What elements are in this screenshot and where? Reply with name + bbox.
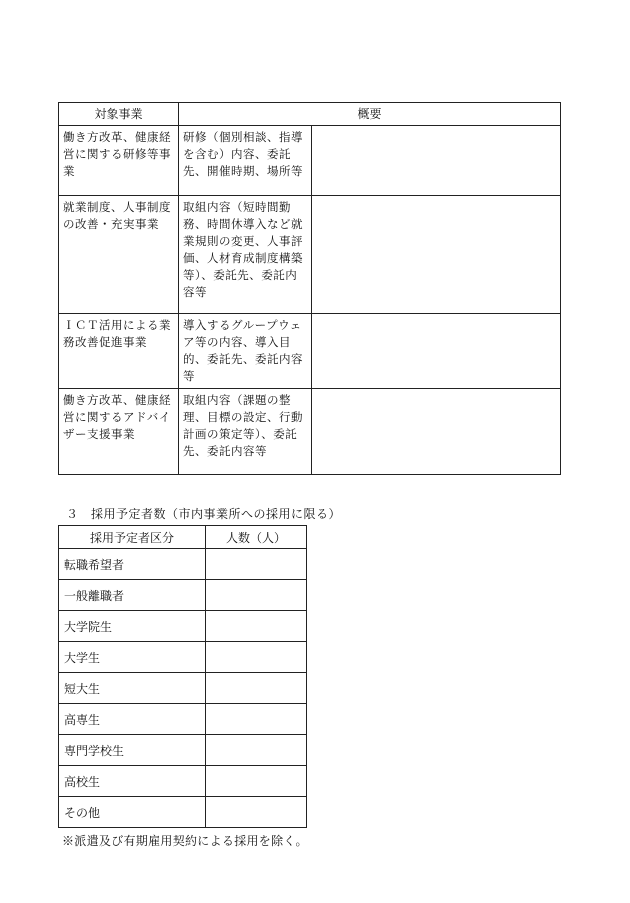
summary-input-cell[interactable] bbox=[312, 389, 561, 475]
category-cell: 転職希望者 bbox=[59, 549, 206, 580]
table-row bbox=[59, 735, 307, 766]
summary-cell: 取組内容（短時間勤務、時間休導入など就業規則の変更、人事評価、人材育成制度構築等）、委託先、委託内容等 bbox=[179, 196, 312, 314]
business-summary-table bbox=[58, 102, 561, 475]
summary-input-cell[interactable] bbox=[312, 314, 561, 389]
table-row bbox=[59, 673, 307, 704]
summary-input-cell[interactable] bbox=[312, 196, 561, 314]
count-input-cell[interactable] bbox=[206, 549, 307, 580]
target-business-cell: 働き方改革、健康経営に関するアドバイザー支援事業 bbox=[59, 389, 179, 475]
table-row bbox=[59, 196, 561, 314]
table-row bbox=[59, 642, 307, 673]
table-row bbox=[59, 580, 307, 611]
category-cell: その他 bbox=[59, 797, 206, 828]
category-cell: 大学院生 bbox=[59, 611, 206, 642]
summary-cell: 取組内容（課題の整理、目標の設定、行動計画の策定等）、委託先、委託内容等 bbox=[179, 389, 312, 475]
target-business-cell: 働き方改革、健康経営に関する研修等事業 bbox=[59, 126, 179, 196]
table-row bbox=[59, 389, 561, 475]
count-input-cell[interactable] bbox=[206, 611, 307, 642]
table-row bbox=[59, 549, 307, 580]
count-input-cell[interactable] bbox=[206, 766, 307, 797]
count-input-cell[interactable] bbox=[206, 580, 307, 611]
table-row bbox=[59, 704, 307, 735]
category-cell: 高校生 bbox=[59, 766, 206, 797]
count-input-cell[interactable] bbox=[206, 797, 307, 828]
header-head-count: 人数（人） bbox=[206, 526, 307, 549]
category-cell: 高専生 bbox=[59, 704, 206, 735]
table-row bbox=[59, 126, 561, 196]
count-input-cell[interactable] bbox=[206, 735, 307, 766]
table-row bbox=[59, 797, 307, 828]
summary-cell: 導入するグループウェア等の内容、導入目的、委託先、委託内容等 bbox=[179, 314, 312, 389]
hiring-count-table bbox=[58, 525, 307, 828]
category-cell: 一般離職者 bbox=[59, 580, 206, 611]
category-cell: 専門学校生 bbox=[59, 735, 206, 766]
count-input-cell[interactable] bbox=[206, 673, 307, 704]
category-cell: 大学生 bbox=[59, 642, 206, 673]
category-cell: 短大生 bbox=[59, 673, 206, 704]
count-input-cell[interactable] bbox=[206, 704, 307, 735]
count-input-cell[interactable] bbox=[206, 642, 307, 673]
target-business-cell: 就業制度、人事制度の改善・充実事業 bbox=[59, 196, 179, 314]
summary-cell: 研修（個別相談、指導を含む）内容、委託先、開催時期、場所等 bbox=[179, 126, 312, 196]
header-hire-category: 採用予定者区分 bbox=[59, 526, 206, 549]
header-target-business: 対象事業 bbox=[59, 103, 179, 126]
table-row bbox=[59, 314, 561, 389]
header-summary: 概要 bbox=[179, 103, 561, 126]
target-business-cell: ＩＣＴ活用による業務改善促進事業 bbox=[59, 314, 179, 389]
section-3-title: ３ 採用予定者数（市内事業所への採用に限る） bbox=[66, 507, 342, 521]
table-row bbox=[59, 611, 307, 642]
exclusion-note: ※派遣及び有期雇用契約による採用を除く。 bbox=[62, 834, 308, 848]
summary-input-cell[interactable] bbox=[312, 126, 561, 196]
table-row bbox=[59, 766, 307, 797]
